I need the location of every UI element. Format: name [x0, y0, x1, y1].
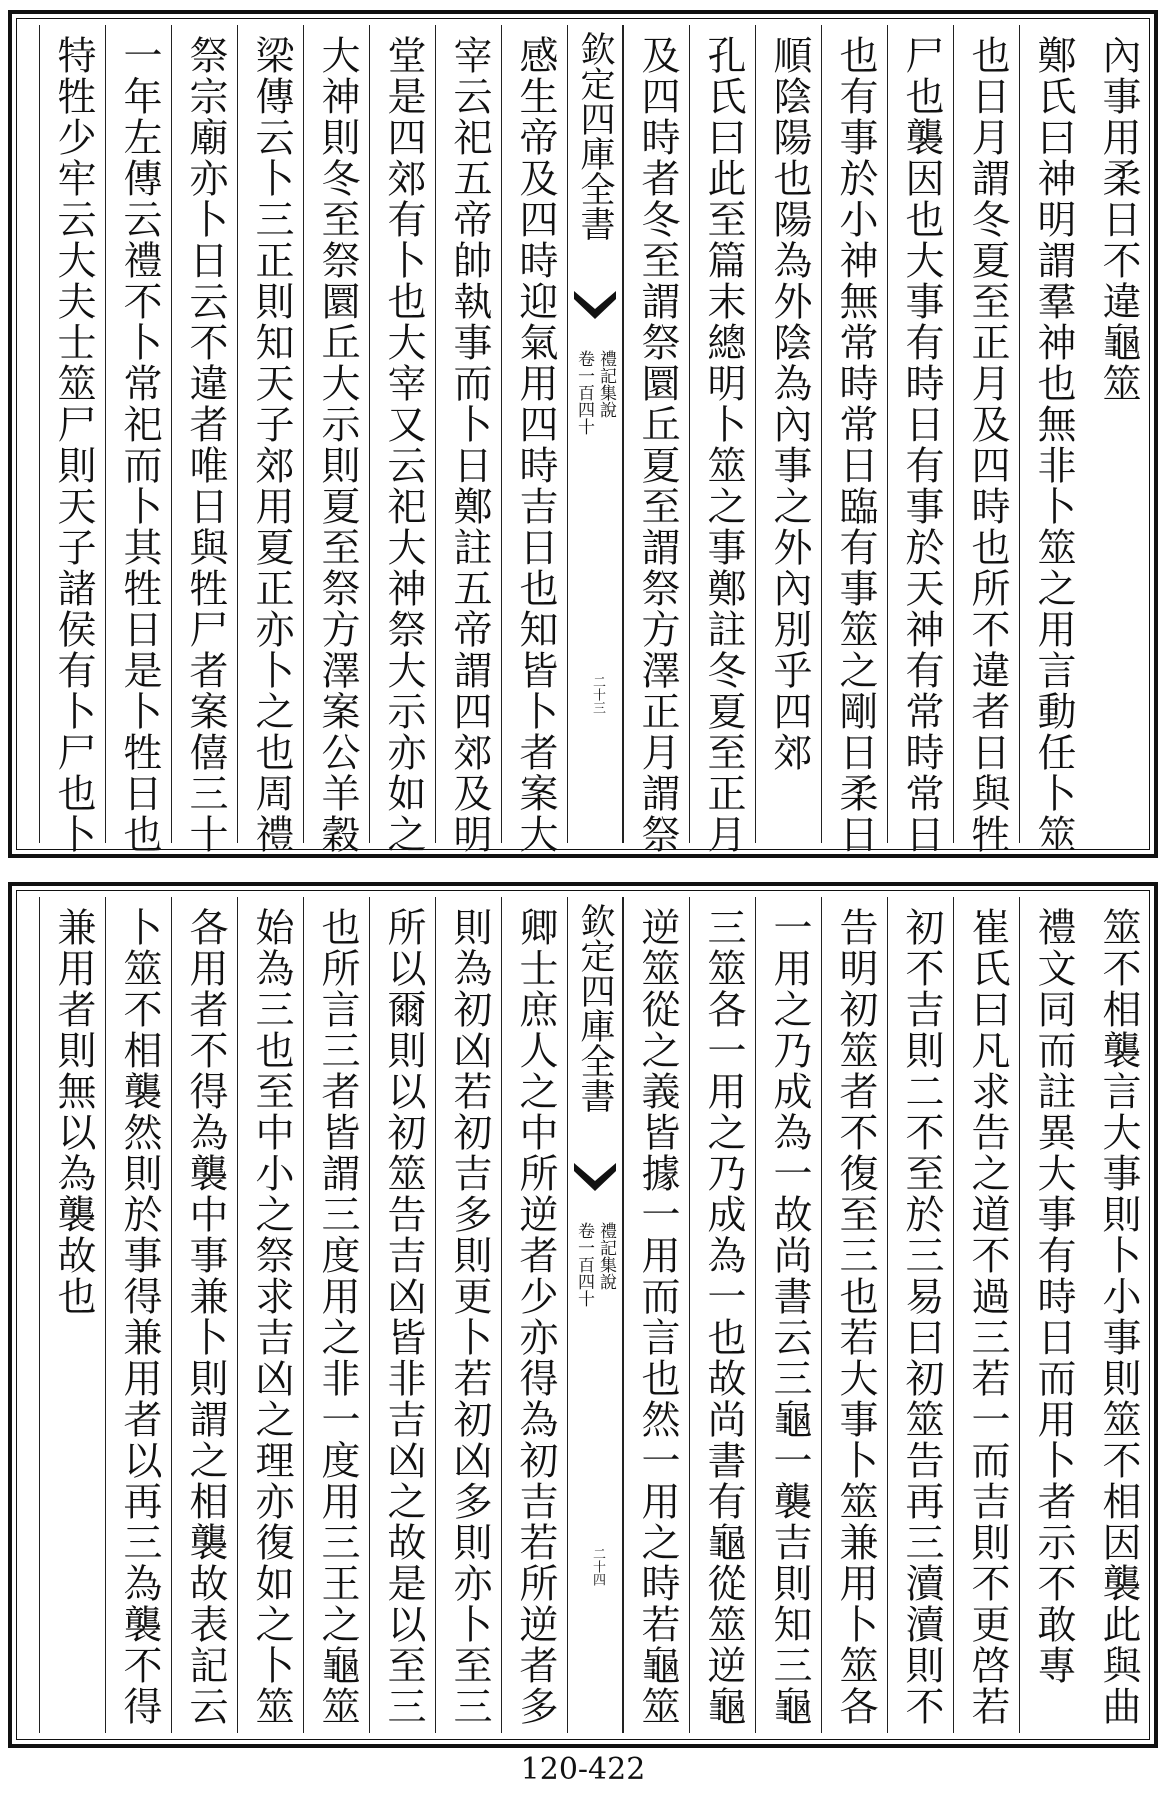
column-text: 三筮各一用之乃成為一也故尚書有龜從筮逆龜 [701, 907, 746, 1727]
text-column [1085, 897, 1151, 1733]
column-text: 祭宗廟亦卜日云不違者唯日與牲尸者案僖三十 [183, 35, 228, 855]
text-column [303, 25, 369, 855]
text-column [887, 897, 953, 1733]
column-text: 也有事於小神無常時常日臨有事筮之剛日柔日 [833, 35, 878, 855]
text-column [623, 25, 689, 855]
text-column [39, 897, 105, 1733]
column-text: 所以爾則以初筮告吉凶皆非吉凶之故是以至三 [381, 907, 426, 1727]
text-column [501, 897, 567, 1733]
fish-tail-mark-icon [572, 287, 618, 327]
column-text: 鄭氏曰神明謂羣神也無非卜筮之用言動任卜筮 [1031, 35, 1076, 855]
text-column [1019, 25, 1085, 855]
text-column [755, 897, 821, 1733]
column-text: 特牲少牢云大夫士筮尸則天子諸侯有卜尸也卜 [51, 35, 96, 855]
bottom-page-inner-frame [16, 890, 1150, 1740]
text-column [689, 897, 755, 1733]
column-text: 也所言三者皆謂三度用之非一度用三王之龜筮 [315, 907, 360, 1727]
column-text: 尸也襲因也大事有時日有事於天神有常時常日 [899, 35, 944, 855]
column-text: 兼用者則無以為襲故也 [51, 907, 96, 1317]
text-column [171, 25, 237, 855]
column-text: 宰云祀五帝帥執事而卜日鄭註五帝謂四郊及明 [447, 35, 492, 855]
text-column [105, 897, 171, 1733]
text-column [39, 25, 105, 855]
column-text: 則為初凶若初吉多則更卜若初凶多則亦卜至三 [447, 907, 492, 1727]
column-text: 及四時者冬至謂祭圜丘夏至謂祭方澤正月謂祭 [635, 35, 680, 855]
text-column [1085, 25, 1151, 843]
column-text: 各用者不得為襲中事兼卜則謂之相襲故表記云 [183, 907, 228, 1727]
column-text: 卿士庶人之中所逆者少亦得為初吉若所逆者多 [513, 907, 558, 1727]
top-page-inner-frame [16, 18, 1150, 855]
column-text: 也日月謂冬夏至正月及四時也所不違者日與牲 [965, 35, 1010, 855]
text-column [953, 25, 1019, 855]
page-number: 二十四 [590, 1547, 605, 1586]
column-text: 崔氏曰凡求告之道不過三若一而吉則不更啓若 [965, 907, 1010, 1727]
book-title: 欽定四庫全書 [575, 903, 615, 1113]
column-text: 孔氏曰此至篇末總明卜筮之事鄭註冬夏至正月 [701, 35, 746, 855]
page-code: 120-422 [520, 1752, 646, 1787]
column-text: 順陰陽也陽為外陰為內事之外內別乎四郊 [767, 35, 812, 773]
center-margin [567, 897, 623, 1733]
text-column [953, 897, 1019, 1733]
column-text: 一用之乃成為一故尚書云三龜一襲吉則知三龜 [767, 907, 812, 1727]
column-text: 卜筮不相襲然則於事得兼用者以再三為襲不得 [117, 907, 162, 1727]
book-name: 禮記集說 [596, 1222, 616, 1290]
text-column [303, 897, 369, 1733]
text-column [237, 897, 303, 1733]
text-column [887, 25, 953, 855]
column-text: 內事用柔日不違龜筮 [1096, 35, 1141, 404]
column-text: 逆筮從之義皆據一用而言也然一用之時若龜筮 [635, 907, 680, 1727]
column-text: 告明初筮者不復至三也若大事卜筮兼用卜筮各 [833, 907, 878, 1727]
column-text: 堂是四郊有卜也大宰又云祀大神祭大示亦如之 [381, 35, 426, 855]
volume-number: 卷一百四十 [574, 1222, 594, 1307]
column-text: 禮文同而註異大事有時日而用卜者示不敢專 [1031, 907, 1076, 1686]
text-column [755, 25, 821, 843]
page-number: 二十三 [590, 675, 605, 714]
column-text: 初不吉則二不至於三易曰初筮告再三瀆瀆則不 [899, 907, 944, 1727]
fish-tail-mark-icon [572, 1159, 618, 1199]
text-column [435, 897, 501, 1733]
text-column [369, 897, 435, 1733]
text-column [821, 897, 887, 1733]
text-column [435, 25, 501, 855]
top-page [8, 10, 1158, 858]
column-text: 一年左傳云禮不卜常祀而卜其牲日是卜牲日也 [117, 35, 162, 855]
book-name: 禮記集說 [596, 350, 616, 418]
column-text: 梁傳云卜三正則知天子郊用夏正亦卜之也周禮 [249, 35, 294, 855]
text-column [501, 25, 567, 855]
text-column [369, 25, 435, 855]
column-text: 始為三也至中小之祭求吉凶之理亦復如之卜筮 [249, 907, 294, 1727]
column-text: 感生帝及四時迎氣用四時吉日也知皆卜者案大 [513, 35, 558, 855]
text-column [623, 897, 689, 1733]
book-title: 欽定四庫全書 [575, 31, 615, 241]
text-column [821, 25, 887, 855]
text-column [1019, 897, 1085, 1733]
center-margin [567, 25, 623, 843]
text-column [237, 25, 303, 855]
text-column [105, 25, 171, 855]
text-column [689, 25, 755, 855]
column-text: 筮不相襲言大事則卜小事則筮不相因襲此與曲 [1096, 907, 1141, 1727]
bottom-page [8, 882, 1158, 1748]
column-text: 大神則冬至祭圜丘大示則夏至祭方澤案公羊穀 [315, 35, 360, 855]
volume-number: 卷一百四十 [574, 350, 594, 435]
text-column [171, 897, 237, 1733]
